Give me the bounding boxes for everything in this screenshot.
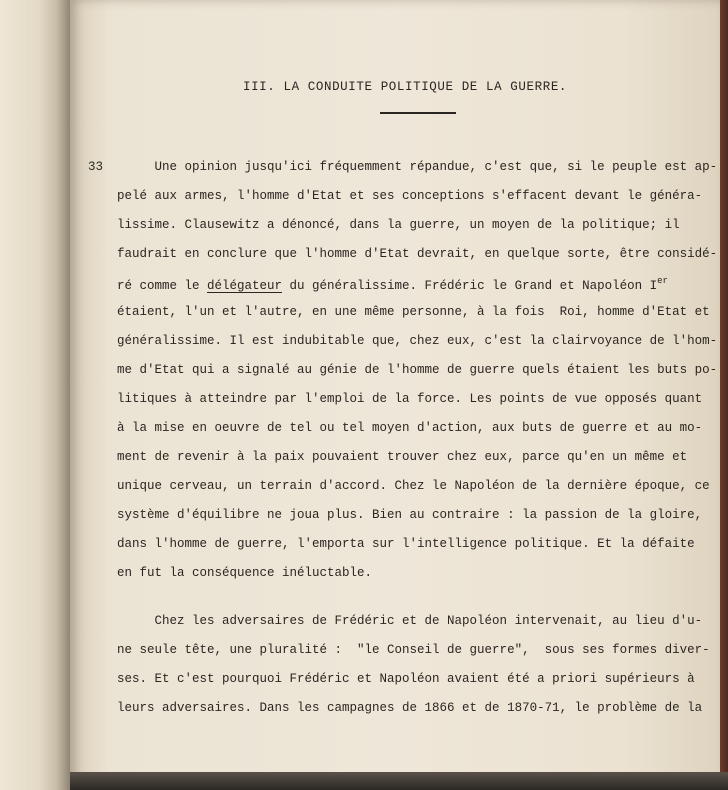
paragraph-1-line-10: à la mise en oeuvre de tel ou tel moyen d'action, aux buts de guerre et au mo- (117, 421, 703, 435)
page-title: III. LA CONDUITE POLITIQUE DE LA GUERRE. (242, 80, 568, 94)
paragraph-1-line-14: dans l'homme de guerre, l'emporta sur l'intelligence politique. Et la défaite (117, 537, 695, 551)
paragraph-1-line-13: système d'équilibre ne joua plus. Bien au contraire : la passion de la gloire, (117, 508, 703, 522)
left-facing-page (0, 0, 70, 790)
paragraph-2-line-4: leurs adversaires. Dans les campagnes de 1866 et de 1870-71, le problème de la (117, 701, 703, 715)
paragraph-1-line-2: pelé aux armes, l'homme d'Etat et ses conceptions s'effacent devant le généra- (117, 189, 703, 203)
paragraph-2-line-1: Chez les adversaires de Frédéric et de Napoléon intervenait, au lieu d'u- (117, 614, 703, 628)
paragraph-1-line-4: faudrait en conclure que l'homme d'Etat devrait, en quelque sorte, être considé- (117, 247, 718, 261)
paragraph-1-line-11: ment de revenir à la paix pouvaient trouver chez eux, parce qu'en un même et (117, 450, 688, 464)
paragraph-1-line-15: en fut la conséquence inéluctable. (117, 566, 373, 580)
paragraph-1-line-7: généralissime. Il est indubitable que, chez eux, c'est la clairvoyance de l'hom- (117, 334, 718, 348)
paragraph-2-line-2: ne seule tête, une pluralité : "le Conseil de guerre", sous ses formes diver- (117, 643, 710, 657)
page-bottom-edge (70, 772, 728, 790)
paragraph-1-line-1: Une opinion jusqu'ici fréquemment répandue, c'est que, si le peuple est ap- (117, 160, 718, 174)
line-5-start: ré comme le (117, 279, 208, 293)
underlined-word-delegateur: délégateur (207, 279, 283, 293)
paragraph-1-line-9: litiques à atteindre par l'emploi de la force. Les points de vue opposés quant (117, 392, 703, 406)
paragraph-1-line-8: me d'Etat qui a signalé au génie de l'homme de guerre quels étaient les buts po- (117, 363, 718, 377)
paragraph-1-line-3: lissime. Clausewitz a dénoncé, dans la guerre, un moyen de la politique; il (117, 218, 680, 232)
page-number: 33 (88, 160, 104, 174)
paragraph-1-line-5 (117, 276, 668, 293)
paragraph-1-line-6: étaient, l'un et l'autre, en une même personne, à la fois Roi, homme d'Etat et (117, 305, 710, 319)
superscript-er: er (657, 276, 668, 286)
title-underline (380, 112, 456, 114)
binding-edge (720, 0, 728, 790)
line-5-end: du généralissime. Frédéric le Grand et Napoléon I (282, 279, 658, 293)
paragraph-2-line-3: ses. Et c'est pourquoi Frédéric et Napoléon avaient été a priori supérieurs à (117, 672, 695, 686)
paragraph-1-line-12: unique cerveau, un terrain d'accord. Chez le Napoléon de la dernière époque, ce (117, 479, 710, 493)
